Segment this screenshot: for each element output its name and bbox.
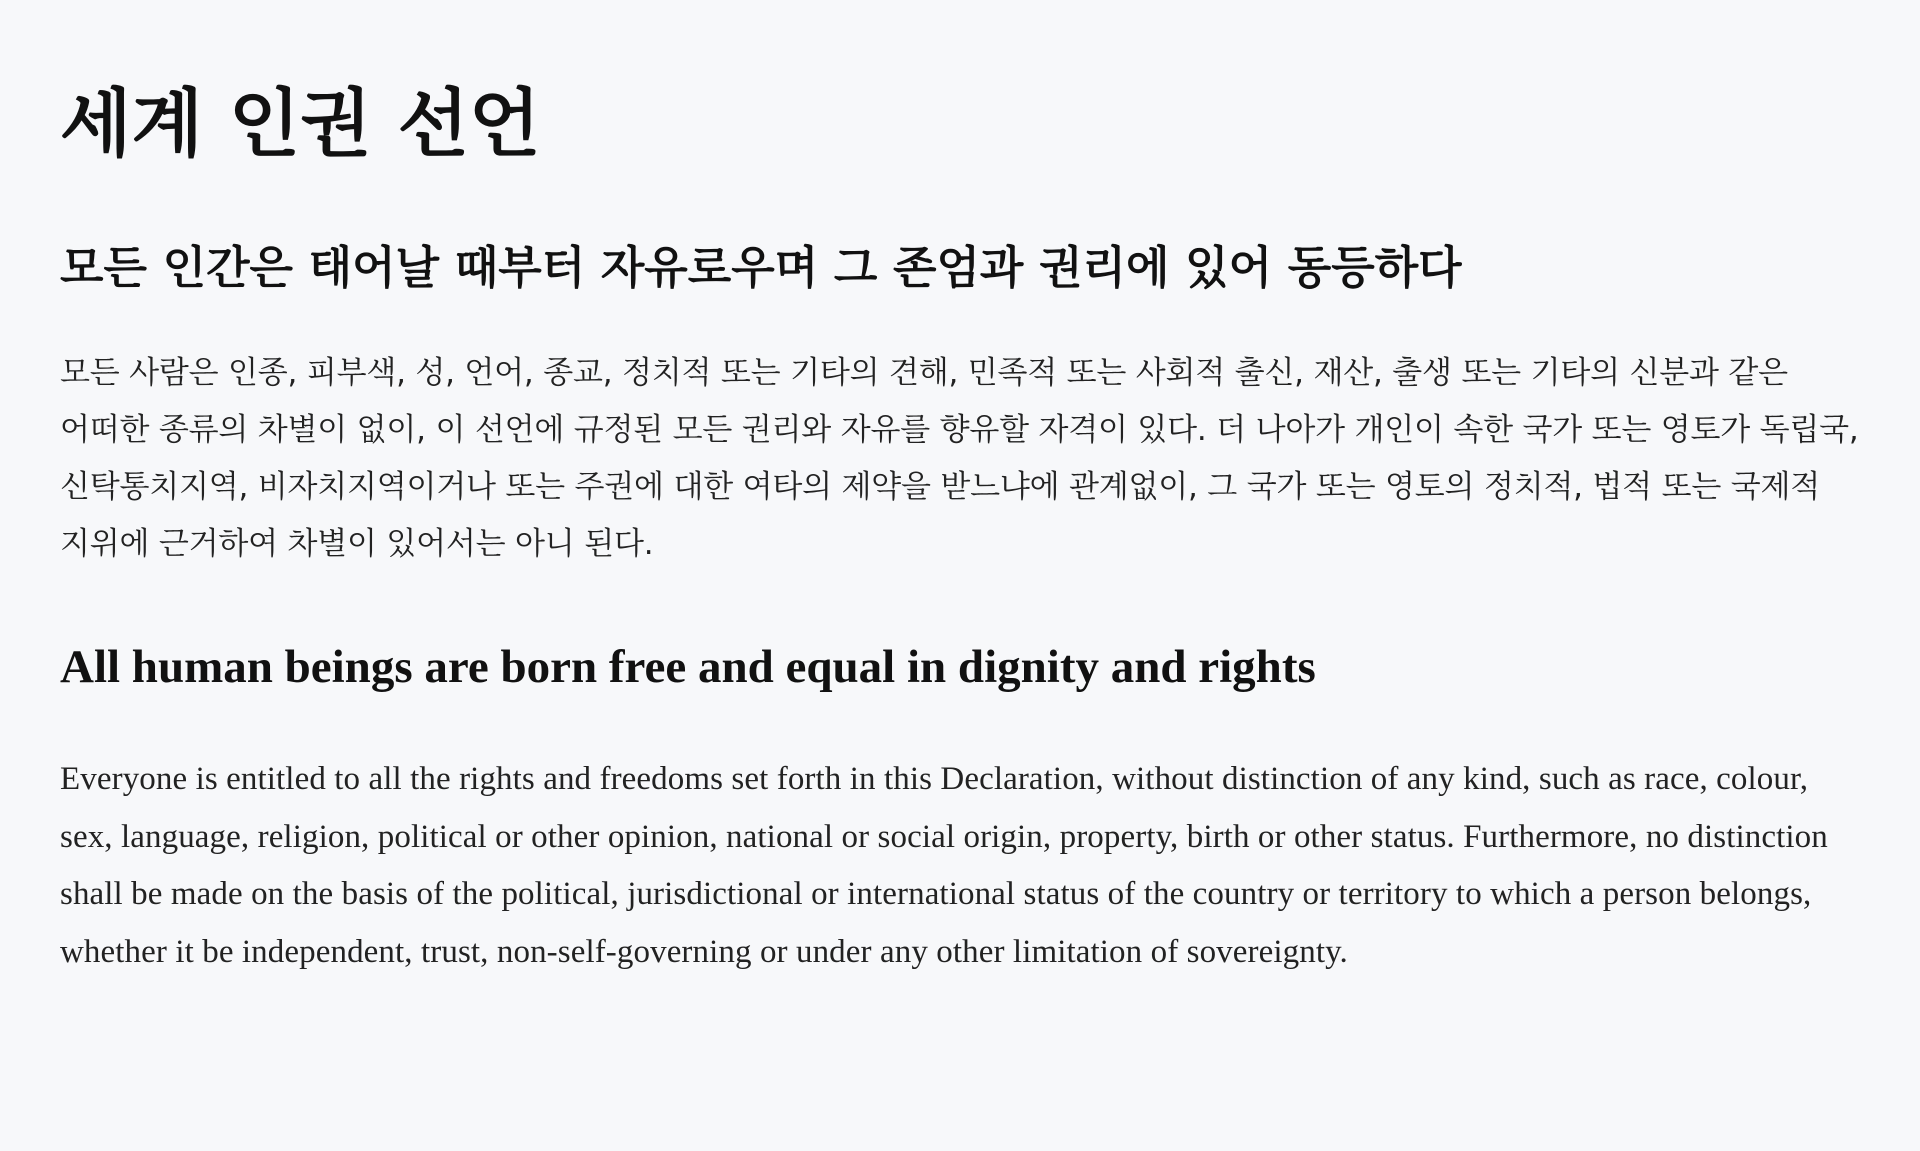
page-title: 세계 인권 선언 <box>60 81 541 167</box>
english-section <box>60 639 1860 981</box>
english-section-paragraph: Everyone is entitled to all the rights and freedoms set forth in this Declaration, without distinction of any kind, such as race, colour, sex, language, religion, political or other opinion, national or social origin, property, birth or other status. Furthermore, no distinction shall be made on the basis of the political, jurisdictional or international status of the country or territory to which a person belongs, whether it be independent, trust, non-self-governing or under any other limitation of sovereignty. <box>60 761 1828 970</box>
korean-section <box>60 241 1860 573</box>
korean-section-paragraph: 모든 사람은 인종, 피부색, 성, 언어, 종교, 정치적 또는 기타의 견해, 민족적 또는 사회적 출신, 재산, 출생 또는 기타의 신분과 같은 어떠한 종류의 차별이 없이, 이 선언에 규정된 모든 권리와 자유를 향유할 자격이 있다. 더 나아가 개인이 속한 국가 또는 영토가 독립국, 신탁통치지역, 비자치지역이거나 또는 주권에 대한 여타의 제약을 받느냐에 관계없이, 그 국가 또는 영토의 정치적, 법적 또는 국제적 지위에 근거하여 차별이 있어서는 아니 된다. <box>60 354 1859 562</box>
korean-section-heading: 모든 인간은 태어날 때부터 자유로우며 그 존엄과 권리에 있어 동등하다 <box>60 240 1462 294</box>
english-section-heading: All human beings are born free and equal in dignity and rights <box>60 640 1316 693</box>
